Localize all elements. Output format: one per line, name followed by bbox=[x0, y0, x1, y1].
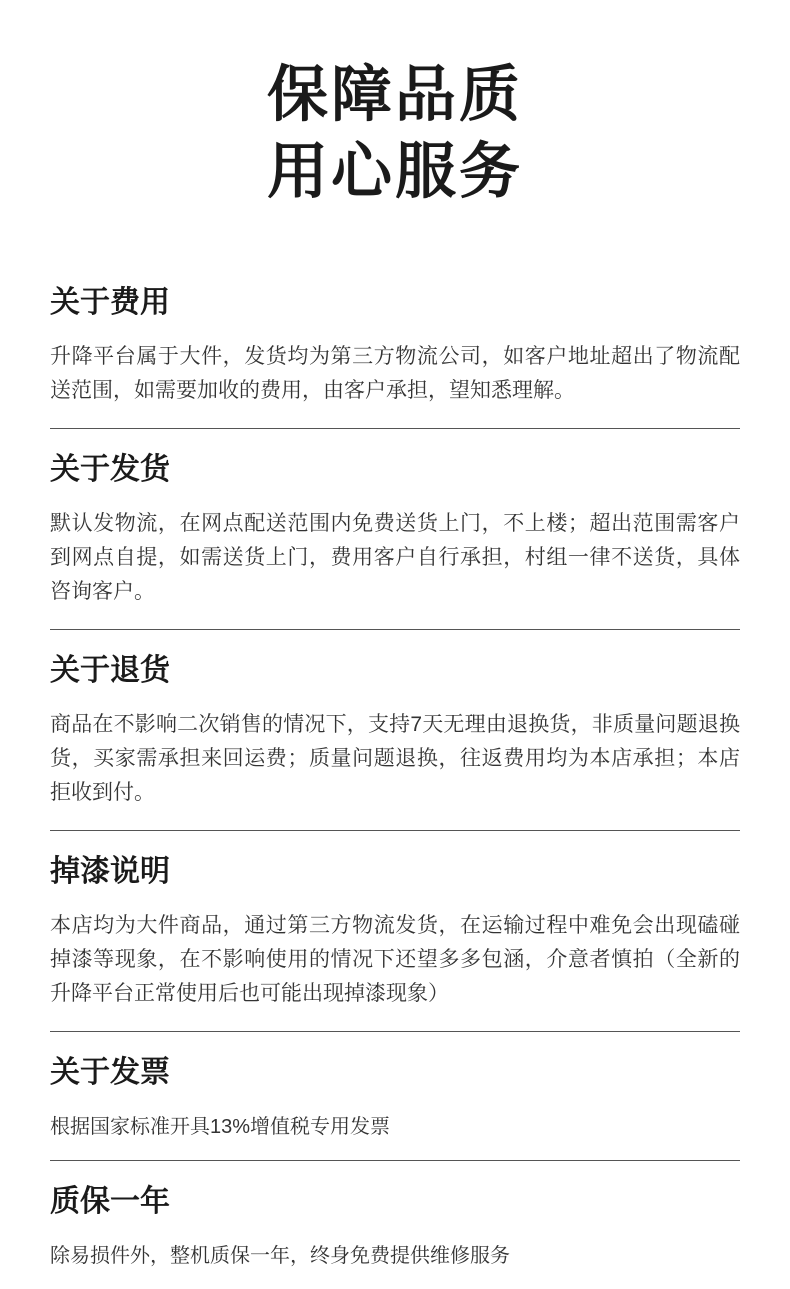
section-warranty-body: 除易损件外，整机质保一年，终身免费提供维修服务 bbox=[50, 1245, 510, 1267]
sections-container bbox=[0, 262, 790, 1289]
section-invoice-heading: 关于发票 bbox=[50, 1056, 170, 1089]
section-fees bbox=[50, 262, 740, 429]
hero-title bbox=[0, 0, 790, 210]
section-warranty bbox=[50, 1161, 740, 1289]
section-paint-wear-heading: 掉漆说明 bbox=[50, 855, 170, 888]
section-paint-wear-body: 本店均为大件商品，通过第三方物流发货，在运输过程中难免会出现磕碰掉漆等现象，在不影响使用的情况下还望多多包涵，介意者慎拍（全新的升降平台正常使用后也可能出现掉漆现象） bbox=[50, 914, 740, 1005]
section-warranty-heading: 质保一年 bbox=[50, 1185, 170, 1218]
section-fees-body: 升降平台属于大件，发货均为第三方物流公司，如客户地址超出了物流配送范围，如需要加收的费用，由客户承担，望知悉理解。 bbox=[50, 345, 740, 402]
section-invoice bbox=[50, 1032, 740, 1161]
section-shipping bbox=[50, 429, 740, 630]
section-fees-heading: 关于费用 bbox=[50, 286, 170, 319]
section-shipping-heading: 关于发货 bbox=[50, 453, 170, 486]
section-invoice-body: 根据国家标准开具13%增值税专用发票 bbox=[50, 1116, 391, 1138]
section-returns bbox=[50, 630, 740, 831]
section-returns-body: 商品在不影响二次销售的情况下，支持7天无理由退换货，非质量问题退换货，买家需承担来回运费；质量问题退换，往返费用均为本店承担；本店拒收到付。 bbox=[50, 713, 740, 804]
hero-title-line-2: 用心服务 bbox=[266, 137, 523, 205]
hero-title-line-1: 保障品质 bbox=[266, 60, 523, 128]
section-returns-heading: 关于退货 bbox=[50, 654, 170, 687]
section-paint-wear-notice bbox=[50, 831, 740, 1032]
section-shipping-body: 默认发物流，在网点配送范围内免费送货上门，不上楼；超出范围需客户到网点自提，如需送货上门，费用客户自行承担，村组一律不送货，具体咨询客户。 bbox=[50, 512, 740, 603]
